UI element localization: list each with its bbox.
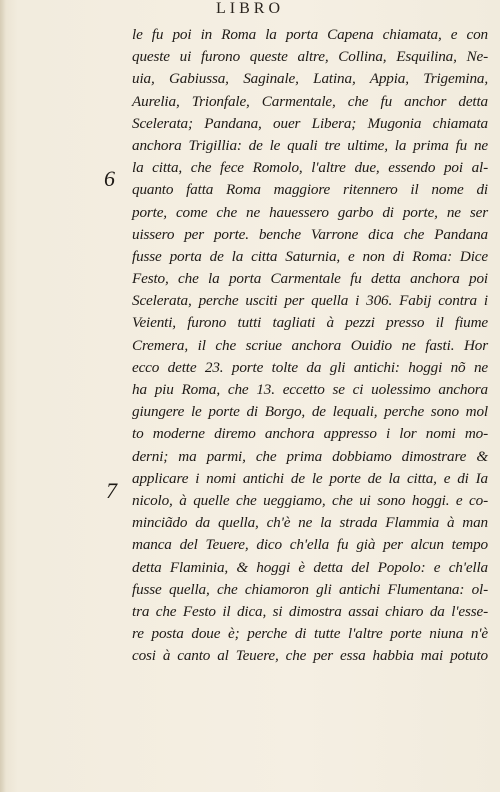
text-line: Scelerata; Pandana, ouer Libera; Mugonia chiamata (132, 114, 488, 132)
text-line: fusse porta de la citta Saturnia, e non di Roma: Dice (132, 247, 488, 265)
text-line: Festo, che la porta Carmentale fu detta anchora poi (132, 270, 488, 288)
text-line: fusse quella, che chiamoron gli antichi Flumentana: ol- (132, 580, 488, 598)
text-line: quanto fatta Roma maggiore ritennero il nome di (132, 181, 488, 199)
text-line: uia, Gabiussa, Saginale, Latina, Appia, Trigemina, (132, 70, 488, 88)
margin-number-6: 6 (104, 166, 115, 191)
text-line: la citta, che fece Romolo, l'altre due, essendo poi al- (132, 159, 488, 177)
text-line: Cremera, il che scriue anchora Ouidio ne fasti. Hor (132, 336, 488, 354)
text-line: ecco dette 23. porte tolte da gli antichi: hoggi nõ ne (132, 358, 488, 376)
body-text (132, 24, 488, 667)
text-line: Veienti, furono tutti tagliati à pezzi presso il fiume (132, 314, 488, 332)
text-line: Scelerata, perche usciti per quella i 306. Fabij contra i (132, 292, 488, 310)
text-line: tra che Festo il dica, si dimostra assai chiaro da l'esse- (132, 602, 488, 620)
text-line: le fu poi in Roma la porta Capena chiamata, e con (132, 26, 488, 43)
text-line: porte, come che ne hauessero garbo di porte, ne ser (132, 203, 488, 221)
text-line: derni; ma parmi, che prima dobbiamo dimostrare & (132, 447, 488, 465)
text-line: uissero per porte. benche Varrone dica che Pandana (132, 225, 488, 243)
text-line: manca del Teuere, dico ch'ella fu già per alcun tempo (132, 536, 488, 554)
page-bottom-margin (132, 712, 488, 772)
text-line: re posta doue è; perche di tutte l'altre porte niuna n'è (132, 625, 488, 643)
text-line: anchora Trigillia: de le quali tre ultime, la prima fu ne (132, 136, 488, 154)
margin-number-7: 7 (106, 478, 117, 503)
text-line: giungere le porte di Borgo, de lequali, perche sono mol (132, 403, 488, 421)
text-line: Aurelia, Trionfale, Carmentale, che fu anchor detta (132, 92, 488, 110)
text-line: nicolo, à quelle che ueggiamo, che ui sono hoggi. e co- (132, 491, 488, 509)
text-line: applicare i nomi antichi de le porte de la citta, e di Ia (132, 469, 488, 487)
gutter-shadow (0, 0, 6, 792)
text-line: minciãdo da quella, ch'è ne la strada Flammia à man (132, 514, 488, 532)
text-line: cosi à canto al Teuere, che per essa habbia mai potuto (132, 647, 488, 665)
text-line: queste ui furono queste altre, Collina, Esquilina, Ne- (132, 48, 488, 66)
text-line: to moderne diremo anchora appresso i lor nomi mo- (132, 425, 488, 443)
text-line: detta Flaminia, & hoggi è detta del Popolo: e ch'ella (132, 558, 488, 576)
running-head: LIBRO (216, 0, 284, 17)
text-line: ha piu Roma, che 13. eccetto se ci uolessimo anchora (132, 381, 488, 398)
